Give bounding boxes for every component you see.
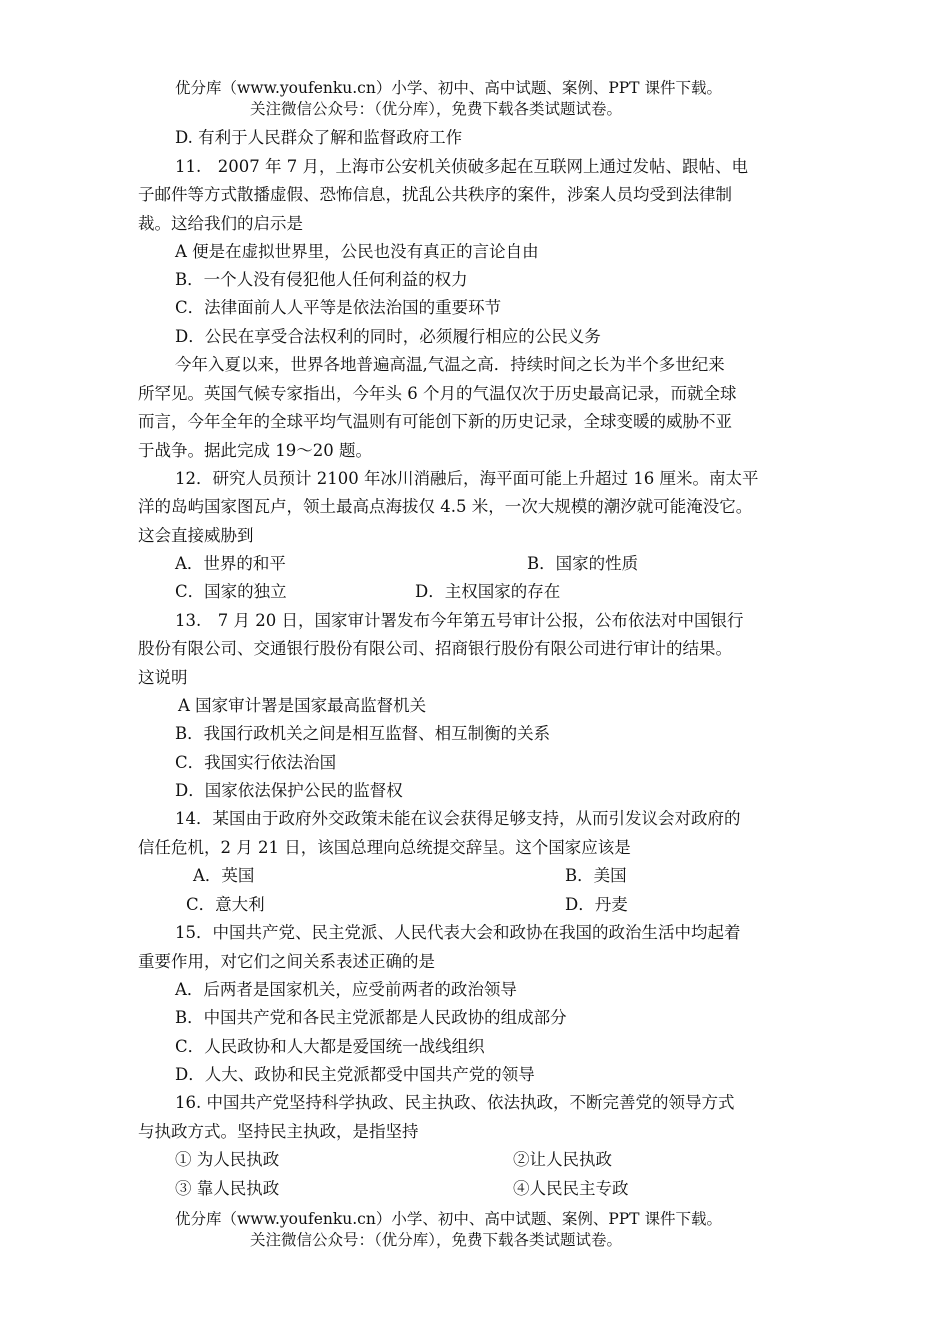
q15-stem-2: 重要作用，对它们之间关系表述正确的是 [138,952,435,971]
q14-option-c: C．意大利 [186,895,265,914]
q13-option-c: C．我国实行依法治国 [175,753,337,772]
q14-option-b: B．美国 [565,866,627,885]
q13-stem-3: 这说明 [138,668,188,687]
q15-option-b: B．中国共产党和各民主党派都是人民政协的组成部分 [175,1008,567,1027]
q11-option-d: D．公民在享受合法权利的同时，必须履行相应的公民义务 [175,327,601,346]
q16-item-4: ④人民民主专政 [513,1179,629,1198]
q13-stem-1: 13. 7 月 20 日，国家审计署发布今年第五号审计公报，公布依法对中国银行 [175,611,744,630]
q16-item-1: ① 为人民执政 [175,1150,280,1169]
q11-option-a: A 便是在虚拟世界里，公民也没有真正的言论自由 [175,242,539,261]
q13-stem-2: 股份有限公司、交通银行股份有限公司、招商银行股份有限公司进行审计的结果。 [138,639,732,658]
footer-line-2: 关注微信公众号：（优分库），免费下载各类试题试卷。 [250,1231,623,1249]
passage-line-2: 所罕见。英国气候专家指出，今年头 6 个月的气温仅次于历史最高记录，而就全球 [138,384,737,403]
q12-stem-2: 洋的岛屿国家图瓦卢，领土最高点海拔仅 4.5 米，一次大规模的潮汐就可能淹没它。 [138,497,753,516]
q14-stem-1: 14．某国由于政府外交政策未能在议会获得足够支持，从而引发议会对政府的 [175,809,741,828]
q11-stem-3: 裁。这给我们的启示是 [138,214,303,233]
q14-option-d: D．丹麦 [565,895,628,914]
passage-line-3: 而言，今年全年的全球平均气温则有可能创下新的历史记录，全球变暖的威胁不亚 [138,412,732,431]
q16-item-3: ③ 靠人民执政 [175,1179,280,1198]
q11-option-b: B．一个人没有侵犯他人任何利益的权力 [175,270,468,289]
passage-line-4: 于战争。据此完成 19～20 题。 [138,441,372,460]
q15-option-c: C．人民政协和人大都是爱国统一战线组织 [175,1037,485,1056]
q16-stem-2: 与执政方式。坚持民主执政，是指坚持 [138,1122,419,1141]
q12-stem-3: 这会直接威胁到 [138,526,254,545]
q12-option-a: A．世界的和平 [175,554,286,573]
passage-line-1: 今年入夏以来，世界各地普遍高温,气温之高．持续时间之长为半个多世纪来 [175,355,725,374]
footer-line-1: 优分库（www.youfenku.cn）小学、初中、高中试题、案例、PPT 课件下载。 [175,1210,722,1228]
q11-option-c: C．法律面前人人平等是依法治国的重要环节 [175,298,502,317]
q12-stem-1: 12．研究人员预计 2100 年冰川消融后，海平面可能上升超过 16 厘米。南太平 [175,469,759,488]
q15-stem-1: 15．中国共产党、民主党派、人民代表大会和政协在我国的政治生活中均起着 [175,923,741,942]
q14-stem-2: 信任危机，2 月 21 日，该国总理向总统提交辞呈。这个国家应该是 [138,838,631,857]
header-line-1: 优分库（www.youfenku.cn）小学、初中、高中试题、案例、PPT 课件下载。 [175,79,722,97]
q15-option-a: A．后两者是国家机关，应受前两者的政治领导 [175,980,517,999]
q14-option-a: A．英国 [193,866,255,885]
q12-option-c: C．国家的独立 [175,582,287,601]
q12-option-d: D．主权国家的存在 [415,582,561,601]
q13-option-a: A 国家审计署是国家最高监督机关 [178,696,427,715]
q16-item-2: ②让人民执政 [513,1150,612,1169]
q11-stem-2: 子邮件等方式散播虚假、恐怖信息，扰乱公共秩序的案件，涉案人员均受到法律制 [138,185,732,204]
q15-option-d: D．人大、政协和民主党派都受中国共产党的领导 [175,1065,535,1084]
q13-option-d: D．国家依法保护公民的监督权 [175,781,403,800]
q10-option-d: D. 有利于人民群众了解和监督政府工作 [175,128,463,147]
q16-stem-1: 16. 中国共产党坚持科学执政、民主执政、依法执政，不断完善党的领导方式 [175,1093,735,1112]
q12-option-b: B．国家的性质 [527,554,639,573]
q11-stem-1: 11. 2007 年 7 月，上海市公安机关侦破多起在互联网上通过发帖、跟帖、电 [175,157,748,176]
header-line-2: 关注微信公众号：（优分库），免费下载各类试题试卷。 [250,100,623,118]
q13-option-b: B．我国行政机关之间是相互监督、相互制衡的关系 [175,724,551,743]
